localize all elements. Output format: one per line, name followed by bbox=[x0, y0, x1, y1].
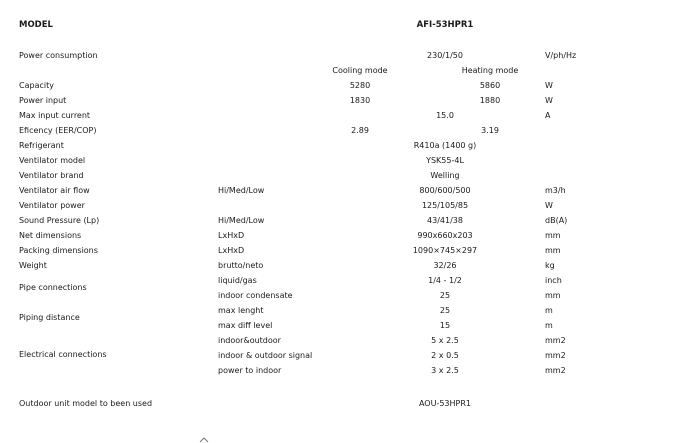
spec-label: Piping distance bbox=[19, 313, 80, 322]
spec-value: YSK55-4L bbox=[426, 156, 464, 165]
spec-label: Weight bbox=[19, 261, 47, 270]
spec-unit: W bbox=[545, 201, 553, 210]
spec-unit: kg bbox=[545, 261, 555, 270]
spec-condition: Hi/Med/Low bbox=[218, 216, 265, 225]
spec-condition: LxHxD bbox=[218, 246, 245, 255]
electrical-connections-row bbox=[0, 334, 680, 348]
max-input-current-row bbox=[0, 109, 680, 123]
spec-label: Refrigerant bbox=[19, 141, 64, 150]
spec-unit: V/ph/Hz bbox=[545, 51, 577, 60]
chevron-up-icon bbox=[199, 436, 209, 443]
spec-unit: mm bbox=[545, 231, 561, 240]
spec-value: 15 bbox=[439, 321, 451, 330]
spec-value: 990x660x203 bbox=[417, 231, 473, 240]
spec-value: 43/41/38 bbox=[427, 216, 463, 225]
packing-dimensions-row bbox=[0, 244, 680, 258]
spec-value: 32/26 bbox=[433, 261, 457, 270]
spec-condition: LxHxD bbox=[218, 231, 245, 240]
spec-condition: Hi/Med/Low bbox=[218, 186, 265, 195]
spec-label: Eficency (EER/COP) bbox=[19, 126, 97, 135]
spec-value: 25 bbox=[439, 291, 451, 300]
mode-header-row bbox=[0, 64, 680, 78]
cooling-mode-header: Cooling mode bbox=[332, 66, 388, 75]
electrical-connections-row bbox=[0, 364, 680, 378]
spec-unit: m bbox=[545, 321, 553, 330]
ventilator-brand-row bbox=[0, 169, 680, 183]
heating-mode-header: Heating mode bbox=[461, 66, 519, 75]
spec-unit: mm bbox=[545, 246, 561, 255]
spec-condition: indoor condensate bbox=[218, 291, 293, 300]
spec-value: 3 x 2.5 bbox=[431, 366, 459, 375]
spec-unit: mm2 bbox=[545, 351, 566, 360]
model-name: AFI-53HPR1 bbox=[416, 20, 474, 30]
spec-label: Power consumption bbox=[19, 51, 98, 60]
spec-condition: brutto/neto bbox=[218, 261, 264, 270]
pipe-connections-row bbox=[0, 274, 680, 288]
spec-label: Electrical connections bbox=[19, 350, 107, 359]
capacity-row bbox=[0, 79, 680, 93]
spec-condition: max diff level bbox=[218, 321, 273, 330]
cooling-value: 5280 bbox=[349, 81, 371, 90]
efficiency-row bbox=[0, 124, 680, 138]
spec-condition: max lenght bbox=[218, 306, 264, 315]
spec-value: AOU-53HPR1 bbox=[418, 399, 472, 408]
header-row bbox=[0, 18, 680, 32]
spec-label: Max input current bbox=[19, 111, 91, 120]
spec-unit: A bbox=[545, 111, 551, 120]
spec-value: 1090×745×297 bbox=[412, 246, 478, 255]
spec-unit: m3/h bbox=[545, 186, 566, 195]
spec-unit: mm bbox=[545, 291, 561, 300]
spec-value: 230/1/50 bbox=[427, 51, 463, 60]
spec-unit: dB(A) bbox=[545, 216, 568, 225]
spec-label: Power input bbox=[19, 96, 67, 105]
heating-value: 1880 bbox=[479, 96, 501, 105]
cooling-value: 2.89 bbox=[351, 126, 369, 135]
ventilator-model-row bbox=[0, 154, 680, 168]
sound-pressure-row bbox=[0, 214, 680, 228]
spec-label: Ventilator model bbox=[19, 156, 86, 165]
spec-label: Outdoor unit model to been used bbox=[19, 399, 153, 408]
spec-value: 15.0 bbox=[436, 111, 454, 120]
spec-label: Ventilator power bbox=[19, 201, 85, 210]
spec-condition: indoor & outdoor signal bbox=[218, 351, 313, 360]
spec-condition: indoor&outdoor bbox=[218, 336, 281, 345]
heating-value: 5860 bbox=[479, 81, 501, 90]
spec-label: Net dimensions bbox=[19, 231, 82, 240]
outdoor-unit-row bbox=[0, 397, 680, 411]
spec-unit: m bbox=[545, 306, 553, 315]
weight-row bbox=[0, 259, 680, 273]
spec-condition: power to indoor bbox=[218, 366, 282, 375]
spec-unit: W bbox=[545, 81, 553, 90]
piping-distance-row bbox=[0, 304, 680, 318]
net-dimensions-row bbox=[0, 229, 680, 243]
spec-label: Sound Pressure (Lp) bbox=[19, 216, 100, 225]
model-label: MODEL bbox=[19, 20, 53, 30]
spec-unit: mm2 bbox=[545, 336, 566, 345]
piping-distance-row bbox=[0, 319, 680, 333]
power-input-row bbox=[0, 94, 680, 108]
spec-unit: inch bbox=[545, 276, 562, 285]
electrical-connections-row bbox=[0, 349, 680, 363]
spec-value: 5 x 2.5 bbox=[431, 336, 459, 345]
spec-label: Ventilator air flow bbox=[19, 186, 90, 195]
spec-label: Ventilator brand bbox=[19, 171, 84, 180]
spec-value: Welling bbox=[430, 171, 460, 180]
spec-value: 25 bbox=[439, 306, 451, 315]
spec-value: R410a (1400 g) bbox=[413, 141, 477, 150]
spec-label: Pipe connections bbox=[19, 283, 87, 292]
spec-label: Capacity bbox=[19, 81, 54, 90]
refrigerant-row bbox=[0, 139, 680, 153]
spec-value: 125/105/85 bbox=[421, 201, 469, 210]
spec-value: 1/4 - 1/2 bbox=[428, 276, 462, 285]
pipe-connections-row bbox=[0, 289, 680, 303]
cooling-value: 1830 bbox=[349, 96, 371, 105]
ventilator-power-row bbox=[0, 199, 680, 213]
spec-unit: W bbox=[545, 96, 553, 105]
power-consumption-row bbox=[0, 49, 680, 63]
spec-label: Packing dimensions bbox=[19, 246, 98, 255]
spec-value: 2 x 0.5 bbox=[431, 351, 459, 360]
ventilator-air-flow-row bbox=[0, 184, 680, 198]
heating-value: 3.19 bbox=[481, 126, 499, 135]
spec-unit: mm2 bbox=[545, 366, 566, 375]
spec-condition: liquid/gas bbox=[218, 276, 257, 285]
spec-value: 800/600/500 bbox=[419, 186, 471, 195]
